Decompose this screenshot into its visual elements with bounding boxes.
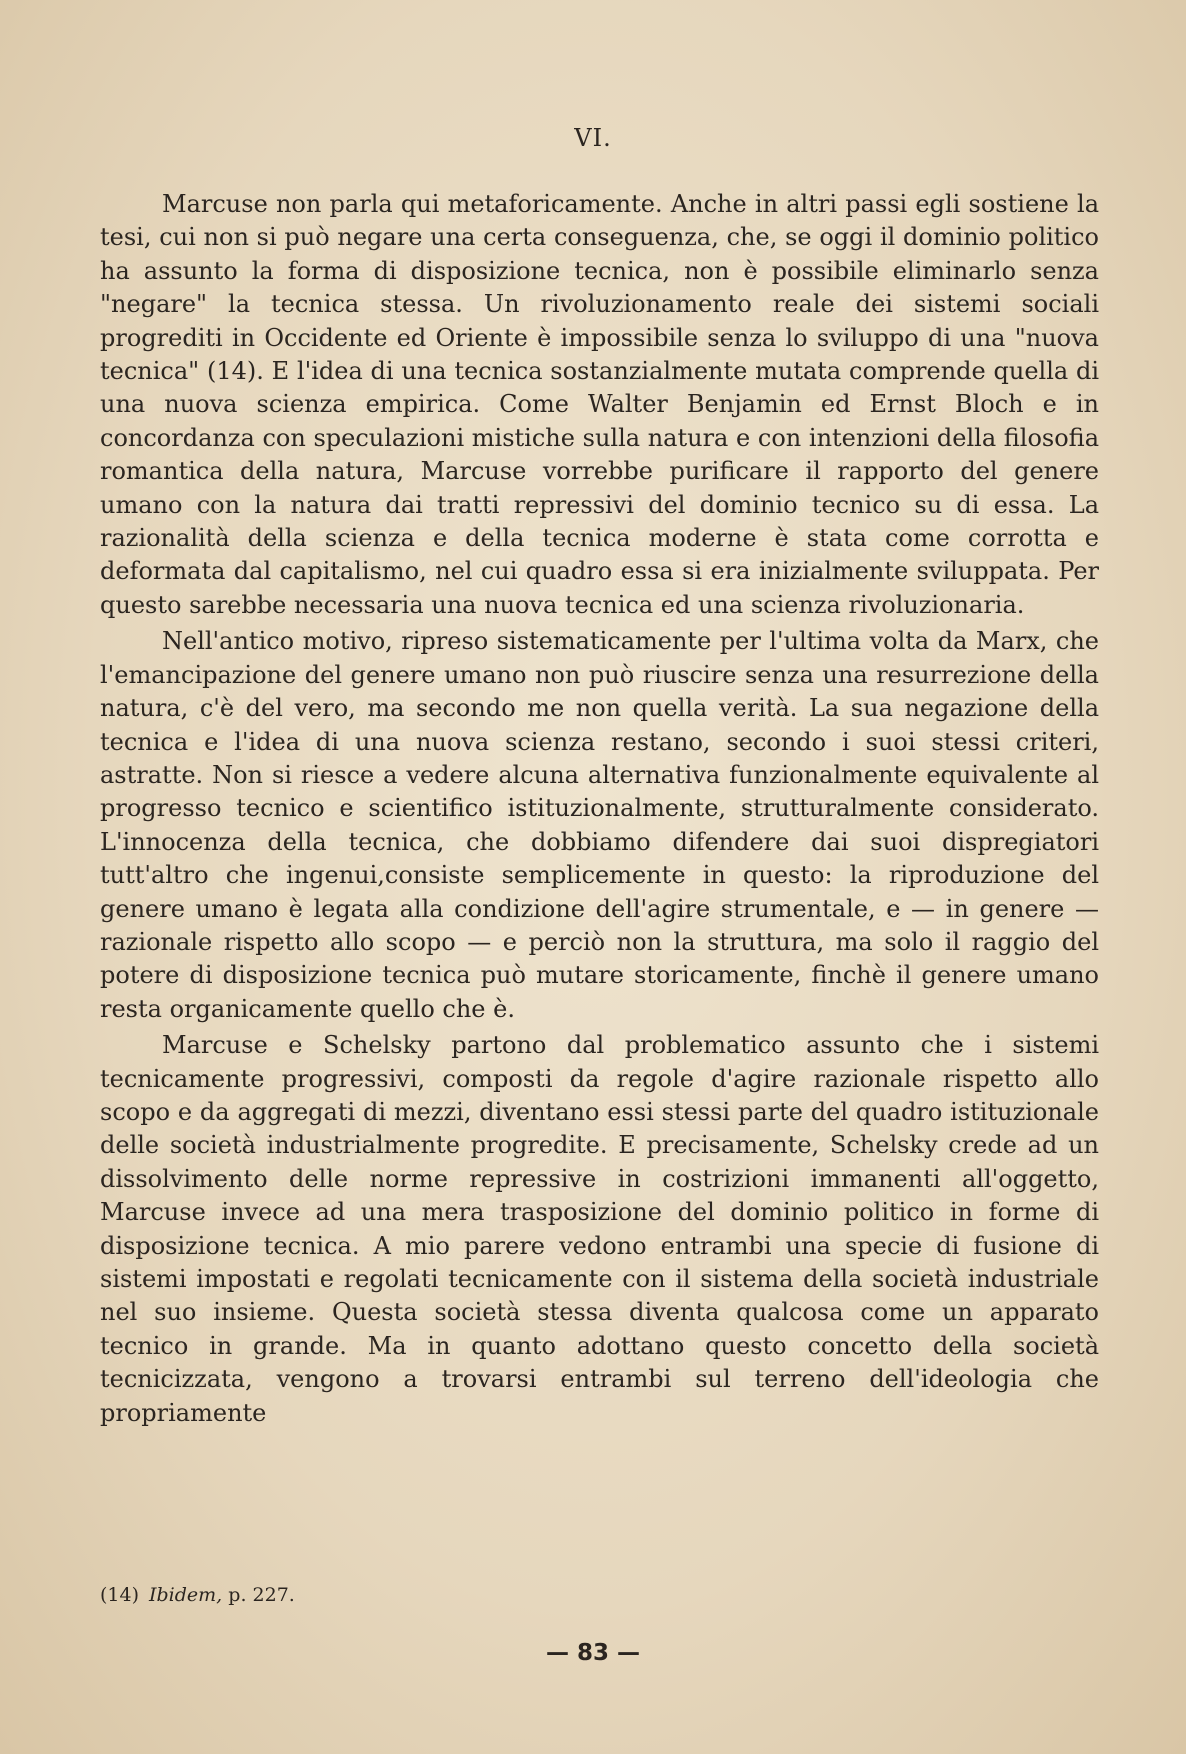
footnote-page-ref: p. 227. <box>228 1584 295 1606</box>
footnote <box>100 1582 1000 1608</box>
chapter-heading: VI. <box>574 124 612 152</box>
body-text <box>100 188 1099 1430</box>
page-number: — 83 — <box>545 1640 641 1666</box>
paragraph: Nell'antico motivo, ripreso sistematicamente per l'ultima volta da Marx, che l'emancipazione del genere umano non può riuscire senza una resurrezione della natura, c'è del vero, ma secondo me non quella verità. La sua negazione della tecnica e l'idea di una nuova scienza restano, secondo i suoi stessi criteri, astratte. Non si riesce a vedere alcuna alternativa funzionalmente equivalente al progresso tecnico e scientifico istituzionalmente, strutturalmente considerato. L'innocenza della tecnica, che dobbiamo difendere dai suoi dispregiatori tutt'altro che ingenui,consiste semplicemente in questo: la riproduzione del genere umano è legata alla condizione dell'agire strumentale, e — in genere — razionale rispetto allo scopo — e perciò non la struttura, ma solo il raggio del potere di disposizione tecnica può mutare storicamente, finchè il genere umano resta organicamente quello che è. <box>100 627 1099 1023</box>
footnote-marker: (14) <box>100 1584 140 1606</box>
footnote-source: Ibidem, <box>149 1584 223 1606</box>
paragraph: Marcuse non parla qui metaforicamente. Anche in altri passi egli sostiene la tesi, cui non si può negare una certa conseguenza, che, se oggi il dominio politico ha assunto la forma di disposizione tecnica, non è possibile eliminarlo senza "negare" la tecnica stessa. Un rivoluzionamento reale dei sistemi sociali progrediti in Occidente ed Oriente è impossibile senza lo sviluppo di una "nuova tecnica" (14). E l'idea di una tecnica sostanzialmente mutata comprende quella di una nuova scienza empirica. Come Walter Benjamin ed Ernst Bloch e in concordanza con speculazioni mistiche sulla natura e con intenzioni della filosofia romantica della natura, Marcuse vorrebbe purificare il rapporto del genere umano con la natura dai tratti repressivi del dominio tecnico su di essa. La razionalità della scienza e della tecnica moderne è stata come corrotta e deformata dal capitalismo, nel cui quadro essa si era inizialmente sviluppata. Per questo sarebbe necessaria una nuova tecnica ed una scienza rivoluzionaria. <box>100 190 1099 619</box>
paragraph: Marcuse e Schelsky partono dal problematico assunto che i sistemi tecnicamente progressivi, composti da regole d'agire razionale rispetto allo scopo e da aggregati di mezzi, diventano essi stessi parte del quadro istituzionale delle società industrialmente progredite. E precisamente, Schelsky crede ad un dissolvimento delle norme repressive in costrizioni immanenti all'oggetto, Marcuse invece ad una mera trasposizione del dominio politico in forme di disposizione tecnica. A mio parere vedono entrambi una specie di fusione di sistemi impostati e regolati tecnicamente con il sistema della società industriale nel suo insieme. Questa società stessa diventa qualcosa come un apparato tecnico in grande. Ma in quanto adottano questo concetto della società tecnicizzata, vengono a trovarsi entrambi sul terreno dell'ideologia che propriamente <box>100 1031 1099 1427</box>
